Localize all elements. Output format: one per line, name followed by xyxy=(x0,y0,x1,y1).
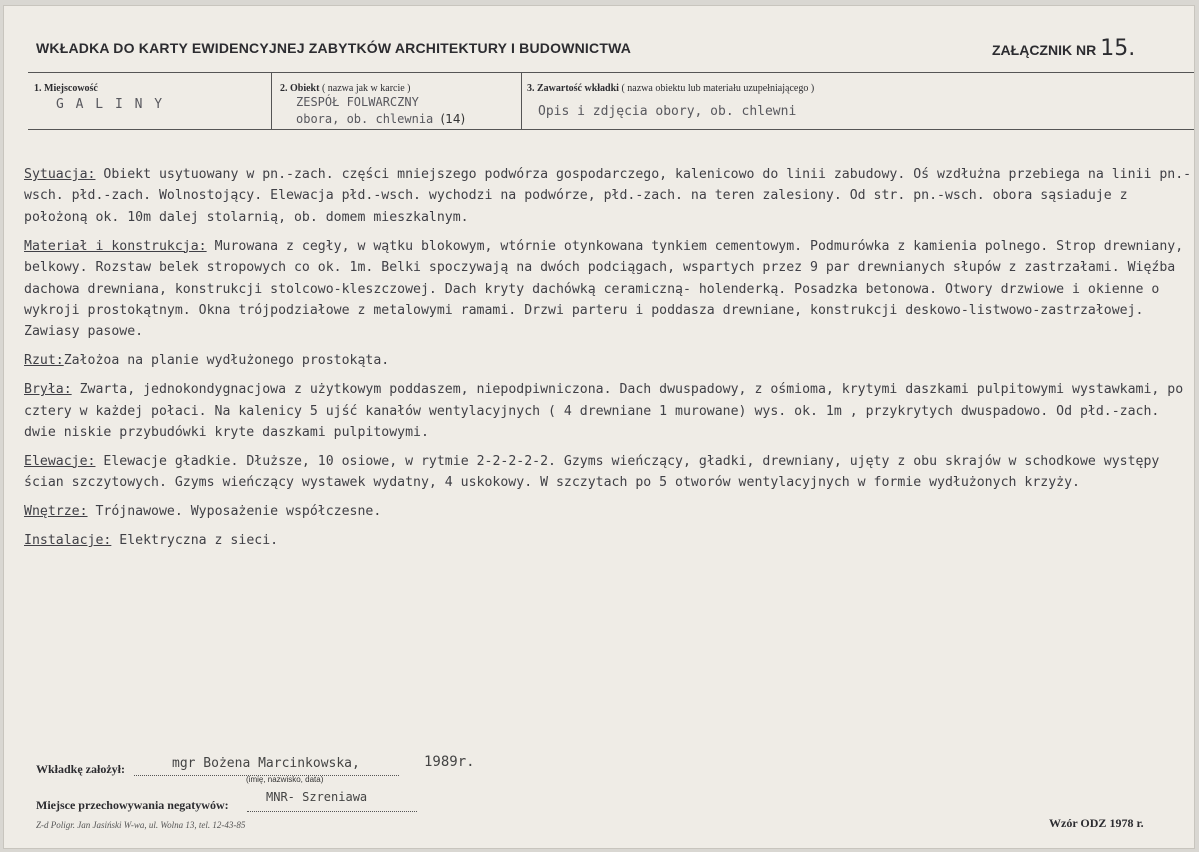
fields-top-rule xyxy=(28,72,1194,73)
annex-number-value: 15. xyxy=(1100,36,1136,61)
locality-value: G A L I N Y xyxy=(56,97,165,112)
inserted-year: 1989r. xyxy=(424,754,475,770)
object-label-bold: 2. Obiekt xyxy=(280,83,320,94)
object-value-text: obora, ob. chlewnia xyxy=(296,112,434,126)
fields-divider-1 xyxy=(271,72,272,130)
inserted-by-label: Wkładkę założył: xyxy=(36,762,125,776)
negatives-label: Miejsce przechowywania negatywów: xyxy=(36,798,229,812)
section-label: Wnętrze: xyxy=(24,504,88,520)
section-text: Zwarta, jednokondygnacjowa z użytkowym poddaszem, niepodpiwniczona. Dach dwuspadowy, z ośmioma, krytymi daszkami pulpitowymi wystawkami, po cztery w każdej połaci. Na kalenicy 5 ujść kanałów wentylacyjnych ( 4 drewniane 1 murowane) wys. ok. 1m , przykrytych dwuspadowo. Od płd.-zach. dwie niskie przybudówki kryte daszkami pulpitowymi. xyxy=(24,382,1184,440)
annex-number xyxy=(992,36,1135,61)
negatives-dotted-line xyxy=(247,811,417,812)
inventory-card xyxy=(4,6,1194,848)
object-label-rest: ( nazwa jak w karcie ) xyxy=(321,83,411,94)
fields-divider-2 xyxy=(521,72,522,130)
section-massing xyxy=(24,379,1194,443)
form-model: Wzór ODZ 1978 r. xyxy=(1049,816,1144,830)
section-situation xyxy=(24,164,1194,228)
section-label: Sytuacja: xyxy=(24,167,96,182)
printer-imprint: Z-d Poligr. Jan Jasiński W-wa, ul. Wolna 13, tel. 12-43-85 xyxy=(36,820,246,830)
section-label: Instalacje: xyxy=(24,533,112,549)
inserted-by-hint: (imię, nazwisko, data) xyxy=(246,775,324,784)
section-text: Elektryczna z sieci. xyxy=(111,533,279,549)
fields-bottom-rule xyxy=(28,129,1194,130)
section-text: Obiekt usytuowany w pn.-zach. części mniejszego podwórza gospodarczego, kalenicowo do linii zabudowy. Oś wzdłużna przebiega na linii pn.-wsch. płd.-zach. Wolnostojący. Elewacja płd.-wsch. wychodzi na podwórze, płd.-zach. na teren zalesiony. Od str. pn.-wsch. obora sąsiaduje z położoną ok. 10m dalej stolarnią, ob. domem mieszkalnym. xyxy=(24,167,1192,225)
section-label: Elewacje: xyxy=(24,453,96,469)
object-value-line2 xyxy=(296,112,465,128)
object-value-line1: ZESPÓŁ FOLWARCZNY xyxy=(296,95,419,109)
annex-label: ZAŁĄCZNIK NR xyxy=(992,42,1097,58)
content-label-bold: 3. Zawartość wkładki xyxy=(527,83,619,94)
section-interior xyxy=(24,501,1194,522)
description-body xyxy=(24,164,1194,559)
section-installations xyxy=(24,530,1194,551)
content-label xyxy=(527,83,814,94)
object-label xyxy=(280,83,411,94)
section-text: Elewacje gładkie. Dłuższe, 10 osiowe, w rytmie 2-2-2-2-2. Gzyms wieńczący, gładki, drewniany, ujęty z obu skrajów w schodkowe występy ścian szczytowych. Gzyms wieńczący wystawek wydatny, 4 uskokowy. W szczytach po 5 otworów wentylacyjnych w formie wydłużonych krzyży. xyxy=(24,453,1160,491)
content-value: Opis i zdjęcia obory, ob. chlewni xyxy=(538,104,797,119)
section-text: Murowana z cegły, w wątku blokowym, wtórnie otynkowana tynkiem cementowym. Podmurówka z kamienia polnego. Strop drewniany, belkowy. Rozstaw belek stropowych co ok. 1m. Belki spoczywają na dwóch podciągach, wspartych przez 9 par drewnianych słupów z zastrzałami. Więźba dachowa drewniana, konstrukcji stolcowo-kleszczowej. Dach kryty dachówką ceramiczną- holenderką. Posadzka betonowa. Otwory drzwiowe i okienne o wykroji prostokątnym. Okna trójpodziałowe z metalowymi ramami. Drzwi parteru i poddasza drewniane, konstrukcji deskowo-listwowo-zastrzałowej. Zawiasy pasowe. xyxy=(24,238,1184,340)
section-label: Materiał i konstrukcja: xyxy=(24,238,207,254)
inserted-by-value: mgr Bożena Marcinkowska, xyxy=(172,756,360,771)
section-plan xyxy=(24,350,1194,371)
object-value-ref: (14) xyxy=(440,112,466,126)
section-text: Założoa na planie wydłużonego prostokąta. xyxy=(63,353,390,369)
section-text: Trójnawowe. Wyposażenie współczesne. xyxy=(87,504,382,520)
section-label: Bryła: xyxy=(24,382,72,398)
section-elevations xyxy=(24,451,1194,494)
section-label: Rzut: xyxy=(24,353,64,369)
content-label-rest: ( nazwa obiektu lub materiału uzupełniającego ) xyxy=(621,83,815,94)
locality-label: 1. Miejscowość xyxy=(34,83,98,94)
card-title: WKŁADKA DO KARTY EWIDENCYJNEJ ZABYTKÓW ARCHITEKTURY I BUDOWNICTWA xyxy=(36,40,632,56)
negatives-value: MNR- Szreniawa xyxy=(266,790,368,804)
section-material xyxy=(24,236,1194,343)
